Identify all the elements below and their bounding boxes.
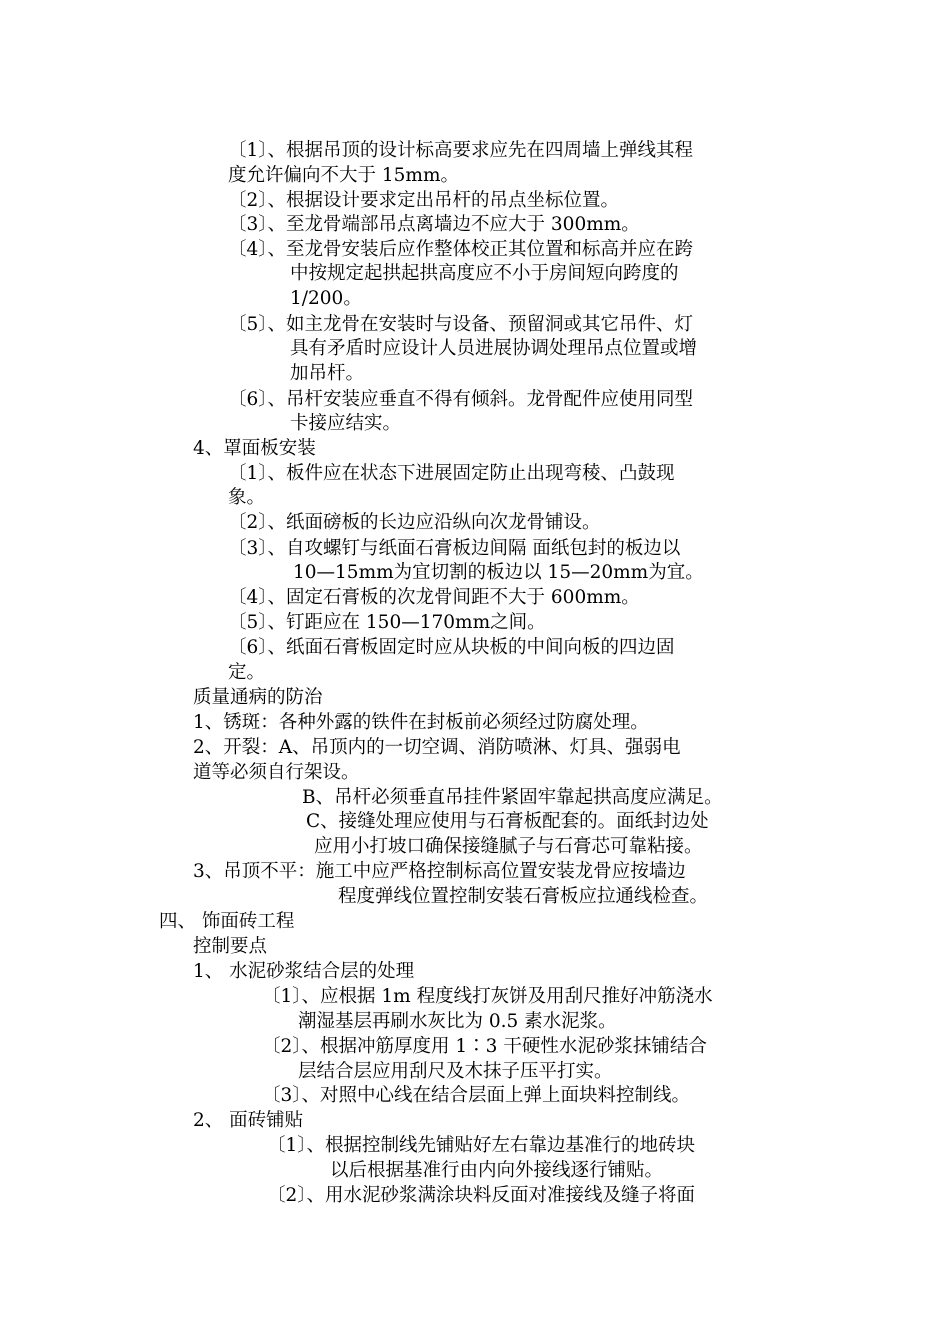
text-line: 〔2〕、用水泥砂浆满涂块料反面对准接线及缝子将面 [267,1185,696,1206]
text-line: 应用小打坡口确保接缝腻子与石膏芯可靠粘接。 [314,836,703,857]
section-heading: 1、 水泥砂浆结合层的处理 [193,961,415,982]
text-line: 度允许偏向不大于 15mm。 [228,165,460,186]
text-line: 〔1〕、根据吊顶的设计标高要求应先在四周墙上弹线其程 [228,140,694,161]
text-line: 10—15mm为宜切割的板边以 15—20mm为宜。 [293,562,704,583]
text-line: 〔1〕、板件应在状态下进展固定防止出现弯稜、凸鼓现 [228,463,675,484]
text-line: 具有矛盾时应设计人员进展协调处理吊点位置或增 [290,338,698,359]
text-line: 卡接应结实。 [290,413,402,434]
text-line: 1/200。 [290,288,362,309]
text-line: 层结合层应用刮尺及木抹子压平打实。 [298,1061,613,1082]
text-line: 〔2〕、根据冲筋厚度用 1∶3 干硬性水泥砂浆抹铺结合 [262,1036,707,1057]
text-line: 〔2〕、纸面磅板的长边应沿纵向次龙骨铺设。 [228,512,601,533]
chapter-heading: 四、 饰面砖工程 [159,911,295,932]
text-line: 象。 [228,487,266,508]
text-line: 2、开裂：A、吊顶内的一切空调、消防喷淋、灯具、强弱电 [193,737,681,758]
text-line: 程度弹线位置控制安装石膏板应拉通线检查。 [338,886,709,907]
text-line: 以后根据基准行由内向外接线逐行铺贴。 [330,1160,664,1181]
text-line: 3、吊顶不平：施工中应严格控制标高位置安装龙骨应按墙边 [193,861,686,882]
text-line: 中按规定起拱起拱高度应不小于房间短向跨度的 [290,263,679,284]
text-line: 〔5〕、钉距应在 150—170mm之间。 [228,612,546,633]
text-line: 加吊杆。 [290,363,365,384]
text-line: 〔3〕、对照中心线在结合层面上弹上面块料控制线。 [262,1085,691,1106]
text-line: 定。 [228,662,266,683]
text-line: C、接缝处理应使用与石膏板配套的。面纸封边处 [306,811,709,832]
text-line: 〔1〕、根据控制线先铺贴好左右靠边基准行的地砖块 [267,1135,696,1156]
text-line: 〔3〕、自攻螺钉与纸面石膏板边间隔 面纸包封的板边以 [228,538,681,559]
text-line: 道等必须自行架设。 [193,762,360,783]
text-line: B、吊杆必须垂直吊挂件紧固牢靠起拱高度应满足。 [302,787,723,808]
text-line: 〔3〕、至龙骨端部吊点离墙边不应大于 300mm。 [228,214,640,235]
text-line: 〔5〕、如主龙骨在安装时与设备、预留洞或其它吊件、灯 [228,314,694,335]
section-heading: 2、 面砖铺贴 [193,1110,304,1131]
section-heading: 4、罩面板安装 [193,438,316,459]
text-line: 潮湿基层再刷水灰比为 0.5 素水泥浆。 [298,1011,617,1032]
text-line: 〔2〕、根据设计要求定出吊杆的吊点坐标位置。 [228,190,620,211]
text-line: 1、锈斑：各种外露的铁件在封板前必须经过防腐处理。 [193,712,649,733]
text-line: 〔4〕、至龙骨安装后应作整体校正其位置和标高并应在跨 [228,239,694,260]
text-line: 〔4〕、固定石膏板的次龙骨间距不大于 600mm。 [228,587,640,608]
section-heading: 质量通病的防治 [193,687,323,708]
text-line: 〔1〕、应根据 1m 程度线打灰饼及用刮尺推好冲筋浇水 [262,986,713,1007]
text-line: 〔6〕、纸面石膏板固定时应从块板的中间向板的四边固 [228,637,675,658]
section-heading: 控制要点 [193,936,268,957]
text-line: 〔6〕、吊杆安装应垂直不得有倾斜。龙骨配件应使用同型 [228,389,694,410]
